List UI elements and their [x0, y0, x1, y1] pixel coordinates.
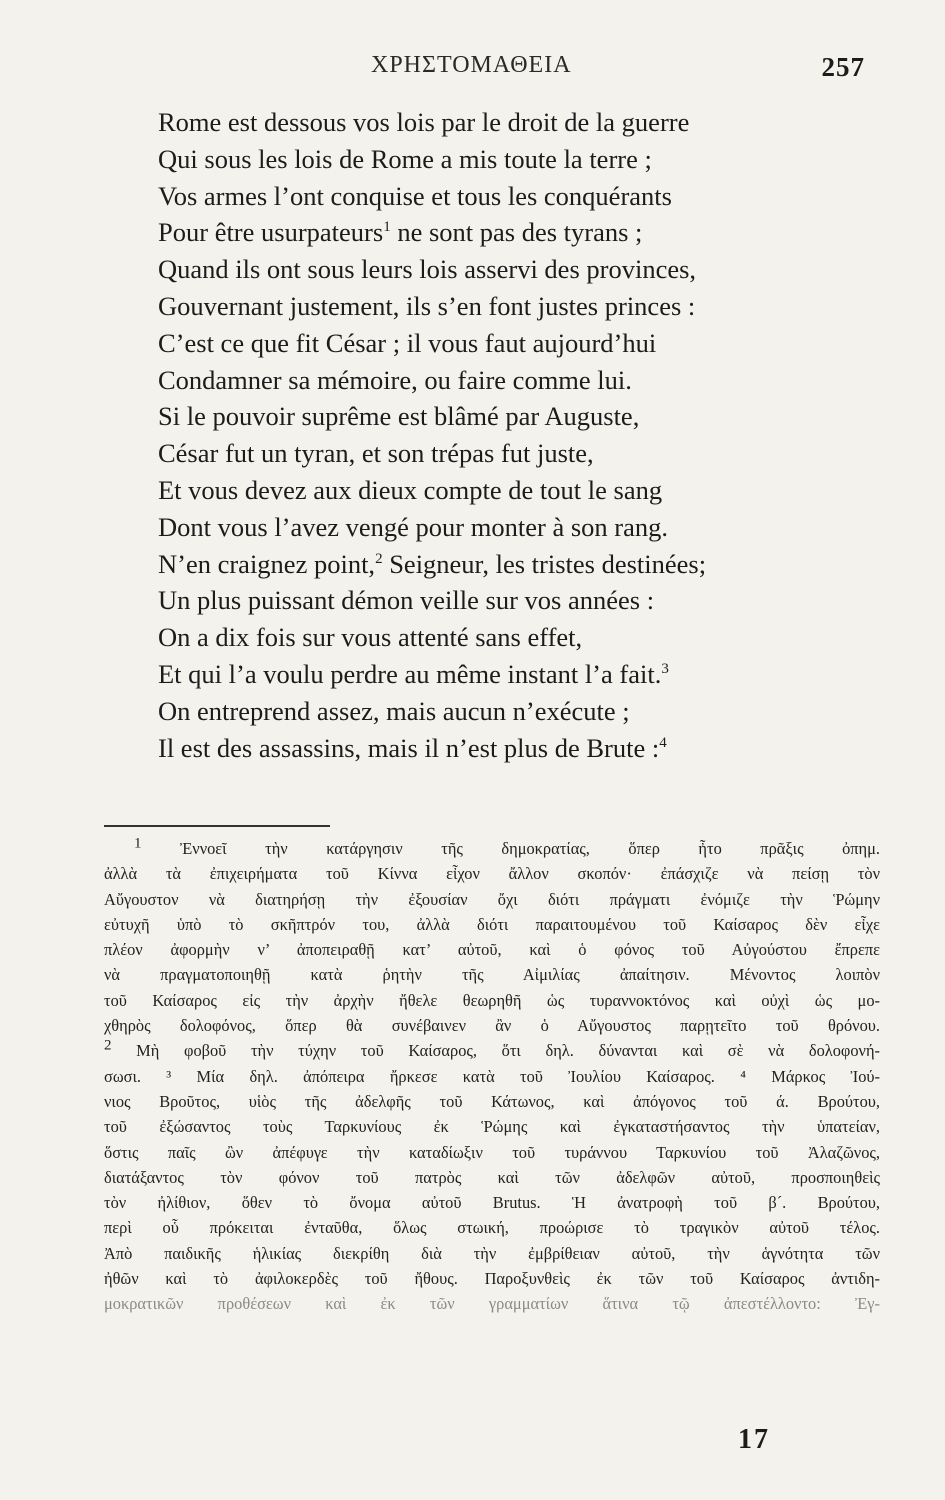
footnote-line: τοῦ Καίσαρος εἰς τὴν ἀρχὴν ἤθελε θεωρηθῆ ὡς τυραννοκτόνος καὶ οὐχὶ ὡς μο-	[104, 990, 880, 1010]
footnotes	[104, 836, 880, 1317]
verse-line: On a dix fois sur vous attenté sans effet,	[158, 622, 583, 653]
verse-line: Il est des assassins, mais il n’est plus de Brute :$^4$	[158, 732, 667, 763]
verse-line: Gouvernant justement, ils s’en font justes princes :	[158, 290, 696, 321]
footnote-line: τοῦ ἐξώσαντος τοὺς Ταρκυνίους ἐκ Ῥώμης καὶ ἐγκαταστήσαντος τὴν ὑπατείαν,	[104, 1117, 880, 1137]
footnote-line: περὶ οὗ πρόκειται ἐνταῦθα, ὅλως στωική, προώρισε τὸ τραγικὸν αὐτοῦ τέλος.	[104, 1218, 880, 1238]
footnote-marker: 1	[134, 836, 142, 852]
footnote-line: εὐτυχῆ ὑπὸ τὸ σκῆπτρόν του, ἀλλὰ διότι παραιτουμένου τοῦ Καίσαρος δὲν εἶχε	[104, 914, 880, 934]
running-title: ΧΡΗΣΤΟΜΑΘΕΙΑ	[371, 52, 572, 78]
footnote-line: νιος Βροῦτος, υἱὸς τῆς ἀδελφῆς τοῦ Κάτωνος, καὶ ἀπόγονος τοῦ ά. Βρούτου,	[104, 1091, 880, 1111]
footnote-line: Αὔγουστον νὰ διατηρήσῃ τὴν ἐξουσίαν ὄχι διότι πράγματι ἐνόμιζε τὴν Ῥώμην	[104, 889, 880, 909]
verse-line: Rome est dessous vos lois par le droit de la guerre	[158, 107, 690, 137]
verse-line: Et qui l’a voulu perdre au même instant l’a fait.$^3$	[158, 658, 669, 689]
footnote-marker: 2	[104, 1038, 112, 1054]
footnote-line: πλέον ἀφορμὴν ν’ ἀποπειραθῇ κατ’ αὐτοῦ, καὶ ὁ φόνος τοῦ Αὐγούστου ἔπρεπε	[104, 940, 880, 960]
footnote-line: $^2$ Μὴ φοβοῦ τὴν τύχην τοῦ Καίσαρος, ὅτι δηλ. δύνανται καὶ σὲ νὰ δολοφονή-	[104, 1038, 880, 1061]
footnote-ref: 3	[661, 661, 669, 678]
footnote-separator	[104, 825, 330, 827]
verse-line: Si le pouvoir suprême est blâmé par Auguste,	[158, 401, 640, 432]
footnote-line: τὸν ἠλίθιον, ὅθεν τὸ ὄνομα αὐτοῦ Brutus. Ἡ ἀνατροφὴ τοῦ β´. Βρούτου,	[104, 1193, 880, 1213]
page-number: 257	[821, 52, 865, 82]
footnote-line: σωσι. ³ Μία δηλ. ἀπόπειρα ἤρκεσε κατὰ τοῦ Ἰουλίου Καίσαρος. ⁴ Μάρκος Ἰού-	[104, 1066, 880, 1086]
verse-line: C’est ce que fit César ; il vous faut aujourd’hui	[158, 327, 657, 358]
footnote-line: διατάξαντος τὸν φόνον τοῦ πατρὸς καὶ τῶν ἀδελφῶν αὐτοῦ, προσποιηθεὶς	[104, 1167, 880, 1187]
verse-line: N’en craignez point,$^2$ Seigneur, les tristes destinées;	[158, 548, 707, 579]
footnote-line: $^1$ Ἐννοεῖ τὴν κατάργησιν τῆς δημοκρατίας, ὅπερ ἦτο πρᾶξις ὀπημ.	[134, 836, 880, 858]
footnote-ref: 4	[659, 734, 667, 751]
footnote-line: ἀλλὰ τὰ ἐπιχειρήματα τοῦ Κίννα εἶχον ἄλλον σκοπόν· ἐπάσχιζε νὰ πείσῃ τὸν	[104, 864, 880, 884]
verse-line: Condamner sa mémoire, ou faire comme lui.	[158, 364, 632, 395]
verse-line: Vos armes l’ont conquise et tous les conquérants	[158, 180, 672, 211]
footnote-ref: 1	[383, 219, 391, 236]
verse-line: Pour être usurpateurs$^1$ ne sont pas des tyrans ;	[158, 217, 643, 248]
verse-line: On entreprend assez, mais aucun n’exécute ;	[158, 695, 630, 726]
verse-block	[158, 104, 858, 766]
page-header	[0, 52, 945, 86]
verse-line: Un plus puissant démon veille sur vos années :	[158, 585, 655, 616]
footnote-line: μοκρατικῶν προθέσεων καὶ ἐκ τῶν γραμματίων ἅτινα τῷ ἀπεστέλλοντο: Ἐγ-	[104, 1294, 880, 1314]
verse-line: Quand ils ont sous leurs lois asservi des provinces,	[158, 254, 697, 285]
footnote-line: Ἀπὸ παιδικῆς ἡλικίας διεκρίθη διὰ τὴν ἐμβρίθειαν αὐτοῦ, τὴν ἁγνότητα τῶν	[104, 1243, 880, 1263]
verse-line: César fut un tyran, et son trépas fut juste,	[158, 438, 594, 469]
footnote-line: ἠθῶν καὶ τὸ ἀφιλοκερδὲς τοῦ ἤθους. Παροξυνθεὶς ἐκ τῶν τοῦ Καίσαρος ἀντιδη-	[104, 1269, 880, 1289]
verse-line: Dont vous l’avez vengé pour monter à son rang.	[158, 511, 668, 542]
signature-mark: 17	[738, 1424, 770, 1455]
verse-line: Et vous devez aux dieux compte de tout le sang	[158, 474, 663, 505]
footnote-line: νὰ πραγματοποιηθῇ κατὰ ῥητὴν τῆς Αἰμιλίας ἀπαίτησιν. Μένοντος λοιπὸν	[104, 965, 880, 985]
verse-line: Qui sous les lois de Rome a mis toute la terre ;	[158, 143, 652, 174]
footnote-line: χθηρὸς δολοφόνος, ὅπερ θὰ συνέβαινεν ἂν ὁ Αὔγουστος παρῃτεῖτο τοῦ θρόνου.	[104, 1016, 880, 1036]
footnote-ref: 2	[375, 550, 383, 567]
footnote-line: ὅστις παῖς ὢν ἀπέφυγε τὴν καταδίωξιν τοῦ τυράννου Ταρκυνίου τοῦ Ἀλαζῶνος,	[104, 1142, 880, 1162]
